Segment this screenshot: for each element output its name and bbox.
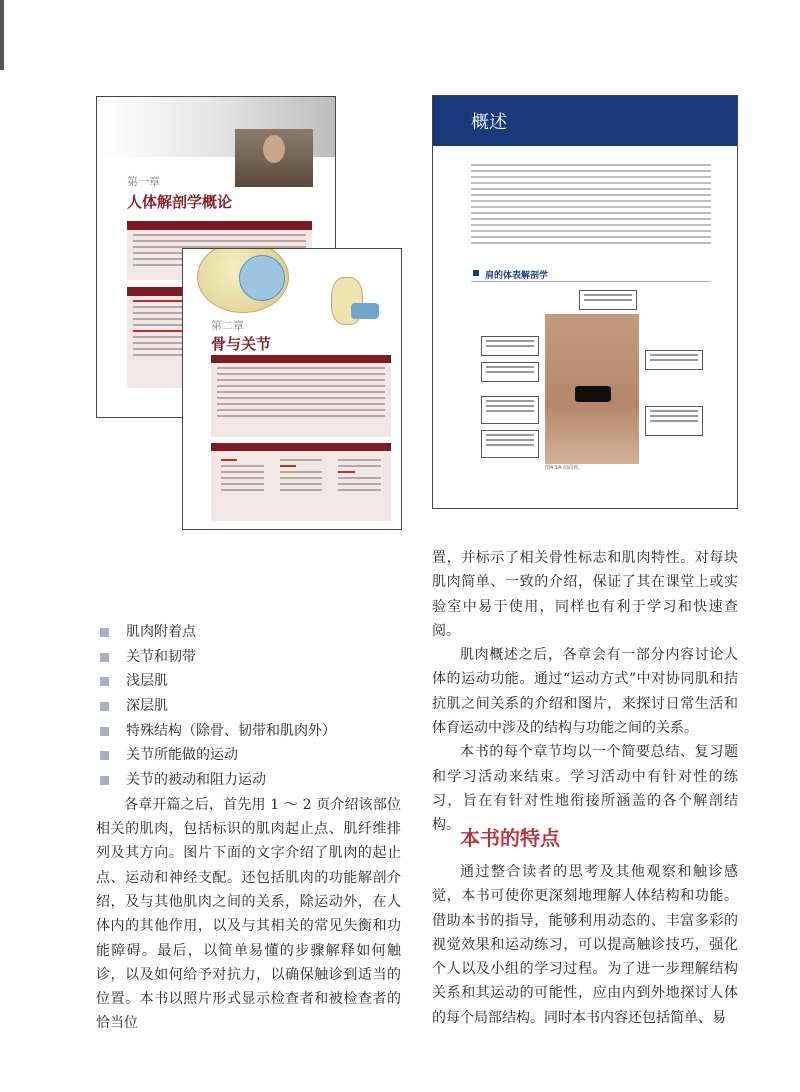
list-item: 浅层肌 <box>96 669 401 694</box>
bullet-square-icon <box>100 776 109 785</box>
page-edge-bar <box>0 0 4 70</box>
chapter-number: 第一章 <box>127 175 160 188</box>
outline-header-bar <box>211 443 391 451</box>
bone-joint-illustration <box>183 249 401 327</box>
chapter-title: 骨与关节 <box>211 335 272 353</box>
overview-thumbnail <box>432 95 738 509</box>
anatomy-model-photo <box>545 314 639 464</box>
body-paragraph: 本书的每个章节均以一个简要总结、复习题和学习活动来结束。学习活动中有针对性的练习，旨在有针对性地衔接所涵盖的各个解剖结构。 <box>432 744 738 834</box>
bullet-square-icon <box>100 653 109 662</box>
callout-box <box>645 350 703 370</box>
figure-caption: 图4.1A 前面观。 <box>545 465 583 471</box>
left-column <box>96 620 401 1036</box>
features-column <box>432 860 738 1030</box>
callout-box <box>645 406 703 436</box>
list-item: 关节的被动和阻力运动 <box>96 768 401 793</box>
section-heading: 本书的特点 <box>460 826 560 850</box>
callout-box <box>481 430 539 458</box>
body-paragraph: 通过整合读者的思考及其他观察和触诊感觉，本书可使你更深刻地理解人体结构和功能。借助本书的指导，能够利用动态的、丰富多彩的视觉效果和运动练习，可以提高触诊技巧，强化个人以及小组的学习过程。为了进一步理解结构关系和其运动的可能性，应由内到外地探讨人体的每个局部结构。同时本书内容还包括简单、易 <box>432 864 738 1026</box>
bullet-square-icon <box>100 727 109 736</box>
chapter-title: 人体解剖学概论 <box>127 193 233 211</box>
list-item: 关节所能做的运动 <box>96 743 401 768</box>
body-paragraph: 肌肉概述之后，各章会有一部分内容讨论人体的运动功能。通过“运动方式”中对协同肌和拮抗肌之间关系的介绍和图片，来探讨日常生活和体育运动中涉及的结构与功能之间的关系。 <box>432 647 738 737</box>
callout-box <box>481 336 539 356</box>
overview-section-title: 肩的体表解剖学 <box>485 271 549 281</box>
list-item: 特殊结构（除骨、韧带和肌肉外） <box>96 719 401 744</box>
callout-box <box>579 290 637 310</box>
objectives-header-bar <box>127 221 312 230</box>
body-paragraph: 各章开篇之后，首先用 1 ～ 2 页介绍该部位相关的肌肉，包括标识的肌肉起止点、肌纤维排列及其方向。图片下面的文字介绍了肌肉的起止点、运动和神经支配。还包括肌肉的功能解剖介绍，及与其他肌肉之间的关系，除运动外，在人体内的其他作用，以及与其相关的常见失衡和功能障碍。最后，以简单易懂的步骤解释如何触诊，以及如何给予对抗力，以确保触诊到适当的位置。本书以照片形式显示检查者和被检查者的恰当位 <box>96 796 401 1032</box>
objectives-header-bar <box>211 355 391 363</box>
list-item: 肌肉附着点 <box>96 620 401 645</box>
callout-box <box>481 396 539 424</box>
bullet-square-icon <box>100 702 109 711</box>
list-item: 深层肌 <box>96 694 401 719</box>
body-paragraph: 置，并标示了相关骨性标志和肌肉特性。对每块肌肉简单、一致的介绍，保证了其在课堂上或实验室中易于使用，同样也有利于学习和快速查阅。 <box>432 550 738 639</box>
bullet-square-icon <box>100 677 109 686</box>
outline-box <box>211 451 391 521</box>
right-column <box>432 546 738 838</box>
model-photo <box>235 129 313 187</box>
list-item: 关节和韧带 <box>96 645 401 670</box>
bullet-square-icon <box>100 628 109 637</box>
objectives-box <box>211 363 391 437</box>
chapter2-thumbnail <box>182 248 402 530</box>
section-rule <box>471 281 711 282</box>
callout-box <box>481 362 539 382</box>
section-marker <box>473 270 479 276</box>
bullet-square-icon <box>100 751 109 760</box>
chapter-number: 第二章 <box>211 319 244 332</box>
overview-text <box>471 160 711 248</box>
overview-title: 概述 <box>471 112 507 133</box>
topic-list <box>96 620 401 793</box>
